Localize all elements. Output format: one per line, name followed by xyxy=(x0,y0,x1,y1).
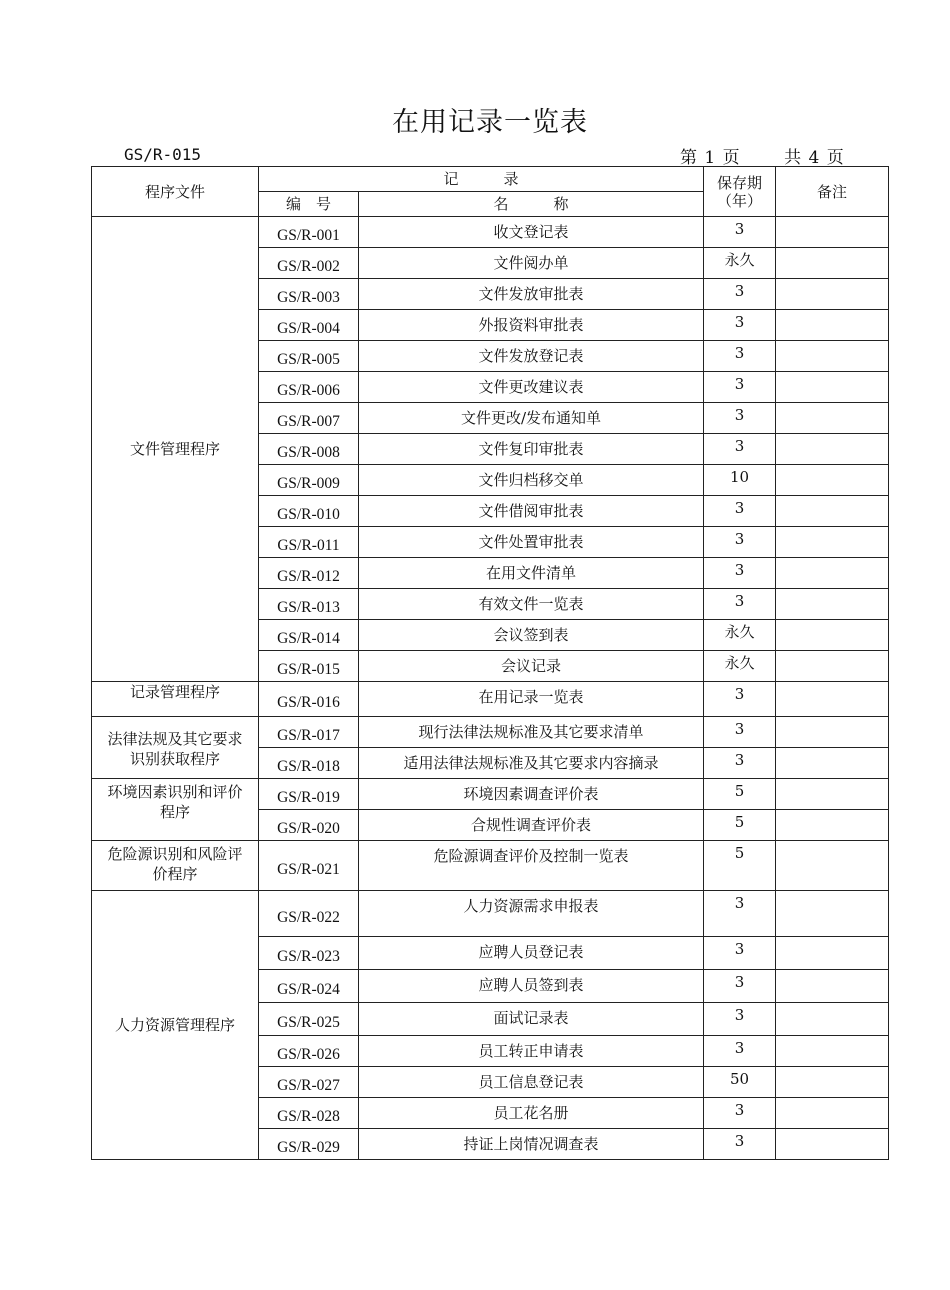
record-name xyxy=(359,1036,704,1067)
record-keep-period: 3 xyxy=(704,748,776,779)
record-name xyxy=(359,891,704,937)
record-name xyxy=(359,810,704,841)
record-name-text: 文件更改/发布通知单 xyxy=(460,409,602,427)
record-code: GS/R-028 xyxy=(259,1098,359,1129)
record-name xyxy=(359,1098,704,1129)
record-name-text: 文件发放登记表 xyxy=(478,347,584,365)
record-name-text: 文件发放审批表 xyxy=(478,285,584,303)
records-table xyxy=(91,166,889,1160)
record-name-text: 人力资源需求申报表 xyxy=(463,897,599,915)
record-name xyxy=(359,465,704,496)
record-keep-period: 10 xyxy=(704,465,776,496)
record-code: GS/R-015 xyxy=(259,651,359,682)
page-prefix: 第 xyxy=(680,148,697,168)
record-code: GS/R-005 xyxy=(259,341,359,372)
table-row xyxy=(92,717,889,748)
record-keep-period: 永久 xyxy=(704,248,776,279)
record-remark xyxy=(776,372,889,403)
record-name-text: 外报资料审批表 xyxy=(478,316,584,334)
record-remark xyxy=(776,970,889,1003)
record-remark xyxy=(776,589,889,620)
page-current: 1 xyxy=(704,148,716,168)
record-name-text: 环境因素调查评价表 xyxy=(463,785,599,803)
record-code: GS/R-021 xyxy=(259,841,359,891)
record-remark xyxy=(776,496,889,527)
record-keep-period: 3 xyxy=(704,403,776,434)
header-program: 程序文件 xyxy=(92,167,259,217)
record-remark xyxy=(776,1003,889,1036)
record-name xyxy=(359,527,704,558)
record-code: GS/R-025 xyxy=(259,1003,359,1036)
record-remark xyxy=(776,434,889,465)
record-code: GS/R-003 xyxy=(259,279,359,310)
record-keep-period: 3 xyxy=(704,682,776,717)
page-current-suffix: 页 xyxy=(722,148,740,168)
table-row xyxy=(92,217,889,248)
record-name-text: 员工转正申请表 xyxy=(478,1042,584,1060)
record-keep-period: 3 xyxy=(704,372,776,403)
document-code: GS/R-015 xyxy=(124,145,202,164)
record-keep-period: 3 xyxy=(704,310,776,341)
record-name-text: 现行法律法规标准及其它要求清单 xyxy=(418,723,644,741)
record-name xyxy=(359,841,704,891)
record-name-text: 面试记录表 xyxy=(493,1009,569,1027)
record-remark xyxy=(776,248,889,279)
page-total: 4 xyxy=(808,148,820,168)
header-remark: 备注 xyxy=(776,167,889,217)
record-name-text: 在用文件清单 xyxy=(486,564,577,582)
record-keep-period: 3 xyxy=(704,589,776,620)
record-name xyxy=(359,496,704,527)
record-name xyxy=(359,341,704,372)
record-name-text: 员工信息登记表 xyxy=(478,1073,584,1091)
page-info xyxy=(680,143,844,168)
record-name xyxy=(359,558,704,589)
record-name xyxy=(359,589,704,620)
record-code: GS/R-013 xyxy=(259,589,359,620)
record-name xyxy=(359,779,704,810)
record-keep-period: 3 xyxy=(704,341,776,372)
record-remark xyxy=(776,1098,889,1129)
record-remark xyxy=(776,748,889,779)
record-remark xyxy=(776,620,889,651)
record-name xyxy=(359,310,704,341)
table-row xyxy=(92,682,889,717)
record-keep-period: 5 xyxy=(704,779,776,810)
record-keep-period: 永久 xyxy=(704,651,776,682)
record-remark xyxy=(776,279,889,310)
record-keep-period: 3 xyxy=(704,1036,776,1067)
record-keep-period: 3 xyxy=(704,527,776,558)
record-code: GS/R-014 xyxy=(259,620,359,651)
record-keep-period: 3 xyxy=(704,937,776,970)
record-code: GS/R-004 xyxy=(259,310,359,341)
record-name xyxy=(359,651,704,682)
record-remark xyxy=(776,937,889,970)
record-remark xyxy=(776,558,889,589)
table-row xyxy=(92,841,889,891)
record-code: GS/R-018 xyxy=(259,748,359,779)
record-name xyxy=(359,620,704,651)
record-name-text: 应聘人员签到表 xyxy=(478,976,584,994)
record-remark xyxy=(776,527,889,558)
record-keep-period: 永久 xyxy=(704,620,776,651)
record-remark xyxy=(776,717,889,748)
record-name xyxy=(359,1129,704,1160)
record-remark xyxy=(776,779,889,810)
record-name xyxy=(359,1003,704,1036)
record-keep-period: 3 xyxy=(704,217,776,248)
document-title: 在用记录一览表 xyxy=(392,107,588,138)
record-code: GS/R-008 xyxy=(259,434,359,465)
record-name-text: 应聘人员登记表 xyxy=(478,943,584,961)
record-name xyxy=(359,217,704,248)
record-code: GS/R-029 xyxy=(259,1129,359,1160)
record-code: GS/R-024 xyxy=(259,970,359,1003)
header-keep xyxy=(704,167,776,217)
header-keep-line2: （年） xyxy=(717,191,763,210)
record-code: GS/R-016 xyxy=(259,682,359,717)
record-name-text: 文件处置审批表 xyxy=(478,533,584,551)
table-row xyxy=(92,779,889,810)
record-remark xyxy=(776,310,889,341)
record-keep-period: 5 xyxy=(704,810,776,841)
record-code: GS/R-012 xyxy=(259,558,359,589)
program-cell: 记录管理程序 xyxy=(92,682,259,717)
record-keep-period: 3 xyxy=(704,891,776,937)
record-keep-period: 3 xyxy=(704,496,776,527)
record-name-text: 员工花名册 xyxy=(493,1104,569,1122)
record-code: GS/R-026 xyxy=(259,1036,359,1067)
record-name-text: 文件阅办单 xyxy=(493,254,569,272)
record-remark xyxy=(776,1129,889,1160)
record-name-text: 在用记录一览表 xyxy=(478,688,584,706)
record-name-text: 文件借阅审批表 xyxy=(478,502,584,520)
record-code: GS/R-007 xyxy=(259,403,359,434)
record-name xyxy=(359,403,704,434)
record-name-text: 持证上岗情况调查表 xyxy=(463,1135,599,1153)
record-code: GS/R-009 xyxy=(259,465,359,496)
record-remark xyxy=(776,1067,889,1098)
record-name-text: 文件复印审批表 xyxy=(478,440,584,458)
record-remark xyxy=(776,217,889,248)
record-code: GS/R-020 xyxy=(259,810,359,841)
header-code: 编 号 xyxy=(259,192,359,217)
record-keep-period: 3 xyxy=(704,717,776,748)
record-name xyxy=(359,937,704,970)
record-code: GS/R-017 xyxy=(259,717,359,748)
header-keep-line1: 保存期 xyxy=(717,173,763,192)
record-name-text: 危险源调查评价及控制一览表 xyxy=(433,847,629,865)
record-name xyxy=(359,748,704,779)
record-remark xyxy=(776,465,889,496)
program-cell: 人力资源管理程序 xyxy=(92,891,259,1160)
page-total-suffix: 页 xyxy=(826,148,844,168)
record-keep-period: 3 xyxy=(704,434,776,465)
record-remark xyxy=(776,1036,889,1067)
record-name xyxy=(359,279,704,310)
record-name xyxy=(359,372,704,403)
record-keep-period: 3 xyxy=(704,1098,776,1129)
record-name-text: 合规性调查评价表 xyxy=(471,816,592,834)
header-name: 名 称 xyxy=(359,192,704,217)
record-name-text: 会议记录 xyxy=(501,657,562,675)
record-name xyxy=(359,434,704,465)
record-remark xyxy=(776,651,889,682)
record-name-text: 文件归档移交单 xyxy=(478,471,584,489)
record-remark xyxy=(776,403,889,434)
record-remark xyxy=(776,341,889,372)
record-keep-period: 50 xyxy=(704,1067,776,1098)
record-keep-period: 3 xyxy=(704,279,776,310)
record-code: GS/R-002 xyxy=(259,248,359,279)
record-name xyxy=(359,970,704,1003)
record-keep-period: 3 xyxy=(704,970,776,1003)
header-record: 记 录 xyxy=(259,167,704,192)
program-cell: 危险源识别和风险评价程序 xyxy=(92,841,259,891)
record-code: GS/R-019 xyxy=(259,779,359,810)
record-code: GS/R-006 xyxy=(259,372,359,403)
record-code: GS/R-027 xyxy=(259,1067,359,1098)
page-total-prefix: 共 xyxy=(784,148,802,168)
record-code: GS/R-023 xyxy=(259,937,359,970)
record-keep-period: 3 xyxy=(704,558,776,589)
record-name-text: 会议签到表 xyxy=(493,626,569,644)
record-name-text: 收文登记表 xyxy=(493,223,569,241)
program-cell: 法律法规及其它要求识别获取程序 xyxy=(92,717,259,779)
record-name-text: 有效文件一览表 xyxy=(478,595,584,613)
record-code: GS/R-010 xyxy=(259,496,359,527)
record-keep-period: 5 xyxy=(704,841,776,891)
record-name-text: 文件更改建议表 xyxy=(478,378,584,396)
record-code: GS/R-022 xyxy=(259,891,359,937)
record-remark xyxy=(776,810,889,841)
program-cell: 环境因素识别和评价程序 xyxy=(92,779,259,841)
record-name-text: 适用法律法规标准及其它要求内容摘录 xyxy=(403,754,659,772)
record-code: GS/R-001 xyxy=(259,217,359,248)
record-name xyxy=(359,248,704,279)
record-code: GS/R-011 xyxy=(259,527,359,558)
table-row xyxy=(92,891,889,937)
record-keep-period: 3 xyxy=(704,1003,776,1036)
record-remark xyxy=(776,841,889,891)
program-cell: 文件管理程序 xyxy=(92,217,259,682)
record-name xyxy=(359,717,704,748)
record-remark xyxy=(776,891,889,937)
record-name xyxy=(359,1067,704,1098)
record-keep-period: 3 xyxy=(704,1129,776,1160)
record-remark xyxy=(776,682,889,717)
record-name xyxy=(359,682,704,717)
